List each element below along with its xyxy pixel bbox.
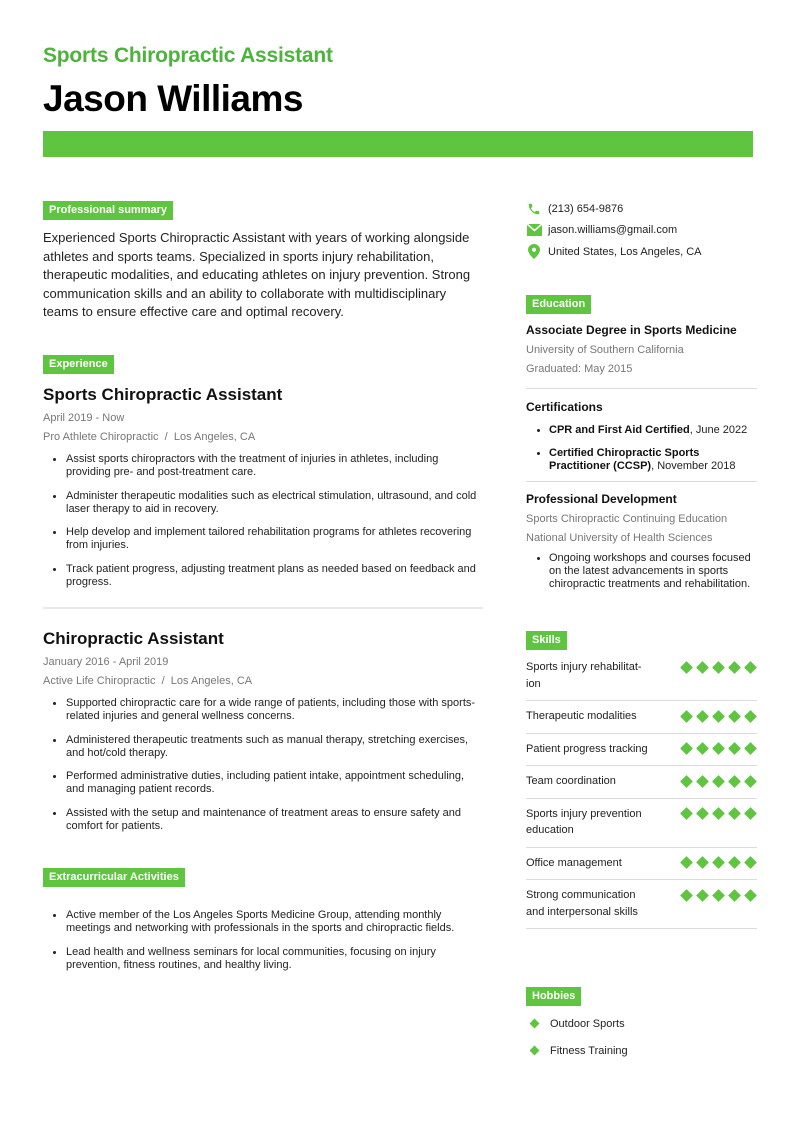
hobby-label: Outdoor Sports [550,1017,625,1030]
diamond-rating-icon [727,807,741,821]
hobby-label: Fitness Training [550,1044,628,1057]
phone-icon [526,201,542,217]
diamond-rating-icon [679,709,693,723]
skill-row [526,701,757,734]
skills-section [526,630,757,929]
section-tag-experience: Experience [43,355,114,374]
diamond-rating-icon [695,660,709,674]
skill-row [526,799,757,848]
education-degree: Associate Degree in Sports Medicine [526,323,737,337]
skill-rating [679,659,757,674]
skill-label: Sports injury prevention education [526,807,642,836]
job-bullet: Track patient progress, adjusting treatment plans as needed based on feedback and progress. [43,563,483,589]
job-bullet: Performed administrative duties, including patient intake, appointment scheduling, and managing patient records. [43,770,483,796]
right-column [526,198,757,1057]
diamond-rating-icon [695,742,709,756]
hobby-item [526,1010,757,1037]
job-bullet: Assist sports chiropractors with the treatment of injuries in athletes, including providing pre- and post-treatment care. [43,453,483,479]
diamond-rating-icon [679,742,693,756]
diamond-rating-icon [679,774,693,788]
job-bullets [43,453,483,589]
email-text: jason.williams@gmail.com [548,224,678,237]
skill-rating [679,708,757,723]
job-company-location: Active Life Chiropractic / Los Angeles, CA [43,675,253,687]
diamond-rating-icon [711,888,725,902]
contact-email[interactable] [526,220,757,242]
extracurricular-section [43,867,483,982]
location-text: United States, Los Angeles, CA [548,245,702,258]
diamond-rating-icon [711,856,725,870]
hobbies-section [526,986,757,1064]
development-bullet: Ongoing workshops and courses focused on the latest advancements in sports chiropractic treatments and rehabilitation. [526,552,757,591]
development-heading: Professional Development [526,492,677,506]
hobbies-list [526,1010,757,1064]
section-tag-hobbies: Hobbies [526,987,581,1006]
diamond-rating-icon [743,774,757,788]
skill-label: Therapeutic modalities [526,710,637,722]
job-bullet: Administer therapeutic modalities such as electrical stimulation, ultrasound, and cold laser therapy to aid in recovery. [43,490,483,516]
diamond-rating-icon [711,807,725,821]
diamond-rating-icon [743,709,757,723]
section-tag-extracurricular: Extracurricular Activities [43,868,185,887]
diamond-rating-icon [695,774,709,788]
job-title: Sports Chiropractic Assistant [43,44,333,67]
experience-section [43,354,483,599]
skill-label: Office management [526,856,622,869]
job-bullet: Administered therapeutic treatments such as manual therapy, stretching exercises, and hot/cold therapy. [43,734,483,760]
job-entry [43,618,483,843]
extracurricular-bullet: Lead health and wellness seminars for local communities, focusing on injury prevention, fitness routines, and healthy living. [43,946,483,972]
diamond-rating-icon [743,856,757,870]
skill-row [526,880,757,929]
education-graduated: Graduated: May 2015 [526,363,633,375]
skill-row [526,652,757,701]
summary-text: Experienced Sports Chiropractic Assistant with years of working alongside athletes and sports teams. Specialized in sports injury rehabilitation, therapeutic modalities, and educating athletes on injury prevention. Strong communication skills and an ability to collaborate with multidisciplinary teams to ensure effective care and optimal recovery. [43,230,471,319]
skill-row [526,848,757,881]
certification-date: , June 2022 [689,424,748,436]
job-bullet: Assisted with the setup and maintenance of treatment areas to ensure safety and comfort for patients. [43,807,483,833]
certification-name: Certified Chiropractic Sports Practitioner (CCSP) [549,447,700,472]
contact-phone[interactable] [526,198,757,220]
certification-item [526,447,757,473]
education-section [526,294,757,601]
diamond-rating-icon [743,660,757,674]
diamond-rating-icon [743,888,757,902]
skill-row [526,766,757,799]
diamond-rating-icon [727,856,741,870]
skill-label: Team coordination [526,775,616,787]
skill-rating [679,741,757,756]
diamond-rating-icon [743,742,757,756]
resume-header [43,42,753,122]
skill-rating [679,773,757,788]
job-entry [43,384,483,589]
divider [526,388,757,389]
hobby-item [526,1037,757,1064]
job-dates: April 2019 - Now [43,412,125,424]
diamond-rating-icon [695,709,709,723]
diamond-rating-icon [679,856,693,870]
skill-rating [679,887,757,902]
diamond-rating-icon [711,709,725,723]
section-tag-education: Education [526,295,591,314]
certification-item [526,424,757,437]
job-bullet: Help develop and implement tailored rehabilitation programs for athletes recovering from injuries. [43,526,483,552]
diamond-rating-icon [711,774,725,788]
skill-rating [679,855,757,870]
diamond-rating-icon [727,660,741,674]
phone-text: (213) 654-9876 [548,202,624,215]
header-accent-bar [43,131,753,157]
diamond-rating-icon [679,660,693,674]
divider [526,481,757,482]
diamond-rating-icon [695,856,709,870]
extracurricular-bullets [43,909,483,972]
development-bullets [526,552,757,591]
certifications-heading: Certifications [526,400,603,414]
job-company-location: Pro Athlete Chiropractic / Los Angeles, CA [43,431,256,443]
diamond-rating-icon [743,807,757,821]
skills-list [526,652,757,929]
contact-location [526,241,757,263]
left-column [43,200,483,971]
skill-label: Strong communication and interpersonal skills [526,889,638,918]
skill-label: Patient progress tracking [526,742,648,755]
job-role: Sports Chiropractic Assistant [43,385,283,404]
candidate-name: Jason Williams [43,78,303,119]
diamond-rating-icon [679,807,693,821]
job-bullets [43,697,483,833]
certification-date: , November 2018 [651,460,736,472]
section-tag-skills: Skills [526,631,567,650]
development-program: Sports Chiropractic Continuing Education [526,513,728,525]
location-pin-icon [526,244,542,260]
diamond-rating-icon [727,709,741,723]
contact-section [526,198,757,263]
diamond-rating-icon [711,742,725,756]
development-institution: National University of Health Sciences [526,532,713,544]
skill-row [526,734,757,767]
diamond-rating-icon [727,742,741,756]
diamond-rating-icon [727,774,741,788]
diamond-bullet-icon [530,1046,540,1056]
job-bullet: Supported chiropractic care for a wide range of patients, including those with sports-related injuries and general wellness concerns. [43,697,483,723]
email-icon [526,222,542,238]
job-role: Chiropractic Assistant [43,629,224,648]
skill-label: Sports injury rehabilitat-ion [526,661,642,690]
diamond-rating-icon [727,888,741,902]
certifications-list [526,424,757,473]
education-school: University of Southern California [526,344,684,356]
diamond-rating-icon [679,888,693,902]
diamond-rating-icon [695,807,709,821]
skill-rating [679,806,757,821]
section-tag-summary: Professional summary [43,201,173,220]
certification-name: CPR and First Aid Certified [549,424,690,436]
summary-section [43,200,483,322]
job-dates: January 2016 - April 2019 [43,656,169,668]
diamond-bullet-icon [530,1019,540,1029]
diamond-rating-icon [695,888,709,902]
diamond-rating-icon [711,660,725,674]
divider [43,607,483,609]
extracurricular-bullet: Active member of the Los Angeles Sports Medicine Group, attending monthly meetings and networking with professionals in the sports and chiropractic fields. [43,909,483,935]
